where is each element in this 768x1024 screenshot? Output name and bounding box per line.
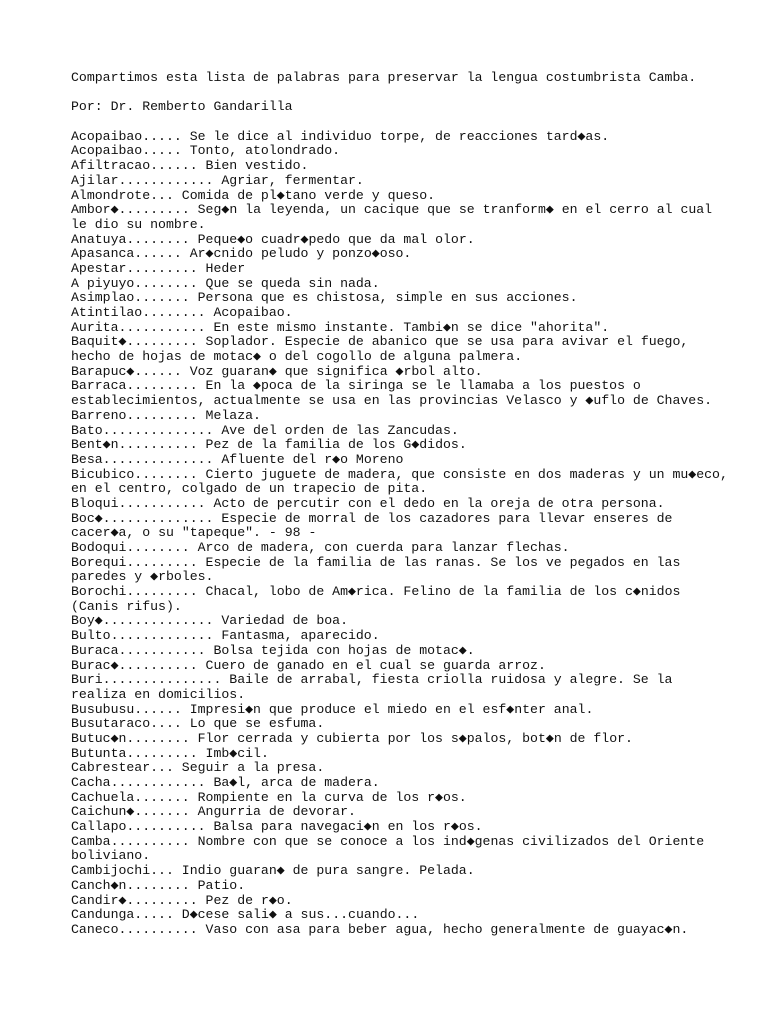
- glossary-list: [71, 128, 728, 938]
- glossary-line: Besa.............. Afluente del r◆o Moreno: [71, 451, 404, 467]
- glossary-line: Anatuya........ Peque◆o cuadr◆pedo que da mal olor.: [71, 231, 475, 247]
- glossary-line: boliviano.: [71, 848, 151, 864]
- glossary-line: Ambor◆......... Seg◆n la leyenda, un cacique que se tranform◆ en el cerro al cual: [71, 202, 713, 218]
- glossary-line: paredes y ◆rboles.: [71, 569, 214, 585]
- document-page: [71, 70, 728, 938]
- glossary-line: Busutaraco.... Lo que se esfuma.: [71, 716, 325, 732]
- glossary-line: Asimplao....... Persona que es chistosa, simple en sus acciones.: [71, 290, 578, 306]
- glossary-line: Barapuc◆...... Voz guaran◆ que significa ◆rbol alto.: [71, 363, 483, 379]
- glossary-line: en el centro, colgado de un trapecio de pita.: [71, 481, 428, 497]
- glossary-line: Baquit◆......... Soplador. Especie de abanico que se usa para avivar el fuego,: [71, 334, 689, 350]
- glossary-line: Camba.......... Nombre con que se conoce a los ind◆genas civilizados del Oriente: [71, 833, 705, 849]
- glossary-line: hecho de hojas de motac◆ o del cogollo de alguna palmera.: [71, 349, 523, 365]
- glossary-line: Bato.............. Ave del orden de las Zancudas.: [71, 422, 459, 438]
- glossary-line: Boc◆.............. Especie de morral de los cazadores para llevar enseres de: [71, 510, 673, 526]
- glossary-line: Cachuela....... Rompiente en la curva de los r◆os.: [71, 789, 467, 805]
- glossary-line: Candunga..... D◆cese sali◆ a sus...cuando...: [71, 907, 420, 923]
- glossary-line: Bloqui........... Acto de percutir con el dedo en la oreja de otra persona.: [71, 495, 665, 511]
- glossary-line: Acopaibao..... Tonto, atolondrado.: [71, 143, 341, 159]
- glossary-line: A piyuyo........ Que se queda sin nada.: [71, 275, 380, 291]
- glossary-line: Butuc◆n........ Flor cerrada y cubierta por los s◆palos, bot◆n de flor.: [71, 730, 633, 746]
- glossary-line: Barraca......... En la ◆poca de la siringa se le llamaba a los puestos o: [71, 378, 641, 394]
- glossary-line: Burac◆.......... Cuero de ganado en el cual se guarda arroz.: [71, 657, 546, 673]
- glossary-line: Bent◆n.......... Pez de la familia de los G◆didos.: [71, 437, 467, 453]
- glossary-line: Barreno......... Melaza.: [71, 407, 261, 423]
- glossary-line: Butunta......... Imb◆cil.: [71, 745, 269, 761]
- glossary-line: Aurita........... En este mismo instante. Tambi◆n se dice "ahorita".: [71, 319, 610, 335]
- glossary-line: Callapo.......... Balsa para navegaci◆n en los r◆os.: [71, 819, 483, 835]
- glossary-line: Caneco.......... Vaso con asa para beber agua, hecho generalmente de guayac◆n.: [71, 921, 689, 937]
- glossary-line: Afiltracao...... Bien vestido.: [71, 158, 309, 174]
- glossary-line: le dio su nombre.: [71, 216, 206, 232]
- glossary-line: Buraca........... Bolsa tejida con hojas de motac◆.: [71, 642, 475, 658]
- glossary-line: establecimientos, actualmente se usa en las provincias Velasco y ◆uflo de Chaves.: [71, 393, 713, 409]
- glossary-line: Cabrestear... Seguir a la presa.: [71, 760, 325, 776]
- author-line: Por: Dr. Remberto Gandarilla: [71, 99, 293, 115]
- glossary-line: Busubusu...... Impresi◆n que produce el miedo en el esf◆nter anal.: [71, 701, 594, 717]
- glossary-line: Apestar......... Heder: [71, 260, 246, 276]
- glossary-line: Buri............... Baile de arrabal, fiesta criolla ruidosa y alegre. Se la: [71, 672, 673, 688]
- glossary-line: Borochi......... Chacal, lobo de Am◆rica. Felino de la familia de los c◆nidos: [71, 584, 681, 600]
- glossary-line: Cacha............ Ba◆l, arca de madera.: [71, 775, 380, 790]
- glossary-line: Apasanca...... Ar◆cnido peludo y ponzo◆oso.: [71, 246, 412, 262]
- glossary-line: Ajilar............ Agriar, fermentar.: [71, 172, 364, 188]
- intro-line: Compartimos esta lista de palabras para preservar la lengua costumbrista Camba.: [71, 70, 697, 85]
- glossary-line: Acopaibao..... Se le dice al individuo torpe, de reacciones tard◆as.: [71, 128, 610, 144]
- glossary-line: Atintilao........ Acopaibao.: [71, 305, 293, 320]
- glossary-line: Borequi......... Especie de la familia de las ranas. Se los ve pegados en las: [71, 554, 681, 570]
- spacer: [71, 115, 711, 130]
- glossary-line: Bicubico........ Cierto juguete de madera, que consiste en dos maderas y un mu◆eco,: [71, 466, 728, 482]
- glossary-line: Bodoqui........ Arco de madera, con cuerda para lanzar flechas.: [71, 540, 570, 555]
- spacer: [71, 86, 711, 101]
- glossary-line: (Canis rifus).: [71, 598, 182, 614]
- glossary-line: Cambijochi... Indio guaran◆ de pura sangre. Pelada.: [71, 863, 475, 879]
- glossary-line: Candir◆......... Pez de r◆o.: [71, 892, 293, 908]
- glossary-line: Bulto............. Fantasma, aparecido.: [71, 628, 380, 644]
- glossary-line: realiza en domicilios.: [71, 686, 246, 702]
- glossary-line: Almondrote... Comida de pl◆tano verde y queso.: [71, 187, 436, 203]
- glossary-line: Boy◆.............. Variedad de boa.: [71, 613, 349, 629]
- glossary-line: Canch◆n........ Patio.: [71, 877, 246, 893]
- glossary-line: cacer◆a, o su "tapeque". - 98 -: [71, 525, 317, 541]
- glossary-line: Caichun◆....... Angurria de devorar.: [71, 804, 356, 820]
